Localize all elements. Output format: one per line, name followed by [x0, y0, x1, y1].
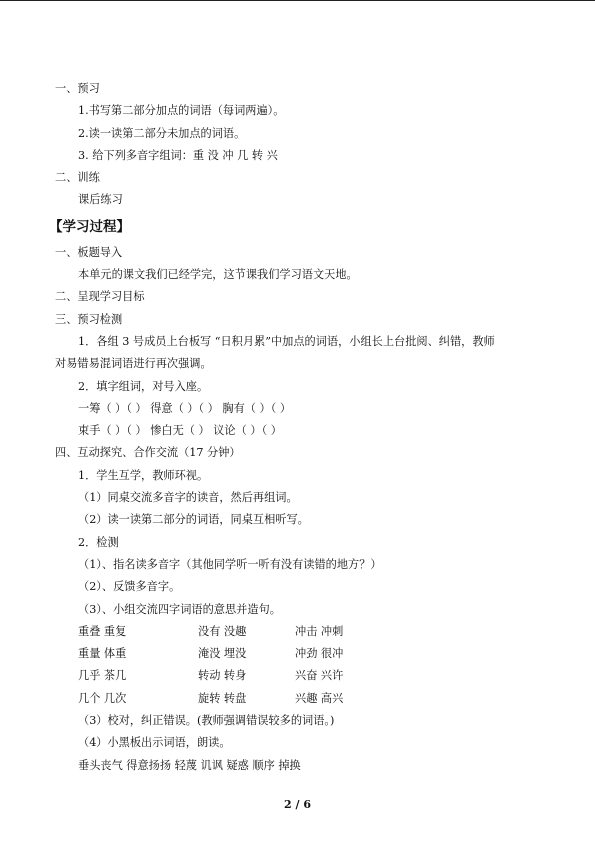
learning-process-heading: 【学习过程】 — [49, 218, 130, 235]
preview-item-2: 2.读一读第二部分未加点的词语。 — [78, 126, 246, 140]
section-title-intro: 一、板题导入 — [55, 245, 123, 259]
word-row — [55, 665, 555, 687]
explore-step-1b: （2）读一读第二部分的词语，同桌互相听写。 — [78, 513, 309, 527]
section-title-goals: 二、呈现学习目标 — [55, 290, 145, 304]
word-cell: 兴趣 高兴 — [295, 691, 344, 705]
check-item-2: 2．填字组词，对号入座。 — [78, 379, 209, 393]
word-cell: 没有 没趣 — [198, 624, 247, 638]
word-cell: 淹没 埋没 — [198, 647, 247, 661]
section-title-check: 三、预习检测 — [55, 312, 123, 326]
section-title-explore: 四、互动探究、合作交流（17 分钟） — [55, 446, 241, 460]
section-title-training: 二、训练 — [55, 171, 100, 185]
page-number: 2 / 6 — [284, 798, 311, 811]
word-cell: 兴奋 兴许 — [295, 669, 344, 683]
check-item-1-line-1: 1．各组 3 号成员上台板写 “日积月累”中加点的词语，小组长上台批阅、纠错，教师 — [78, 334, 495, 348]
explore-step-1: 1．学生互学，教师环视。 — [78, 468, 209, 482]
preview-item-3: 3. 给下列多音字组词：重 没 冲 几 转 兴 — [78, 148, 278, 162]
fill-in-row-2: 束手（ ）（ ） 惨白无（ ） 议论（ ）（ ） — [78, 424, 282, 438]
word-cell: 几乎 茶几 — [78, 669, 127, 683]
intro-text: 本单元的课文我们已经学完，这节课我们学习语文天地。 — [78, 268, 358, 282]
vocabulary-list: 垂头丧气 得意扬扬 轻蔑 讥讽 疑惑 顺序 掉换 — [78, 758, 301, 772]
training-item: 课后练习 — [78, 193, 123, 207]
explore-step-1a: （1）同桌交流多音字的读音，然后再组词。 — [78, 491, 298, 505]
explore-step-2b: （2）、反馈多音字。 — [78, 580, 181, 594]
preview-item-1: 1.书写第二部分加点的词语（每词两遍）。 — [78, 104, 285, 118]
word-cell: 重叠 重复 — [78, 624, 127, 638]
word-row — [55, 621, 555, 643]
word-row — [55, 643, 555, 665]
check-item-1-line-2: 对易错易混词语进行再次强调。 — [55, 357, 212, 371]
explore-step-3: （3）校对，纠正错误。(教师强调错误较多的词语。) — [78, 714, 335, 728]
header-rule — [0, 0, 595, 1]
explore-step-2c: （3）、小组交流四字词语的意思并造句。 — [78, 602, 281, 616]
document-body — [49, 78, 555, 777]
word-cell: 冲击 冲刺 — [295, 624, 344, 638]
explore-step-4: （4）小黑板出示词语，朗读。 — [78, 736, 231, 750]
word-row — [55, 688, 555, 710]
word-cell: 几个 几次 — [78, 691, 127, 705]
word-cell: 冲劲 很冲 — [295, 647, 344, 661]
word-cell: 旋转 转盘 — [198, 691, 247, 705]
word-cell: 转动 转身 — [198, 669, 247, 683]
section-title-preview: 一、预习 — [55, 82, 100, 95]
fill-in-row-1: 一筹（ ）（ ） 得意（ ）（ ） 胸有（ ）（ ） — [78, 401, 292, 415]
word-cell: 重量 体重 — [78, 647, 127, 661]
explore-step-2: 2．检测 — [78, 535, 119, 549]
explore-step-2a: （1）、指名读多音字（其他同学听一听有没有读错的地方？） — [78, 557, 382, 571]
